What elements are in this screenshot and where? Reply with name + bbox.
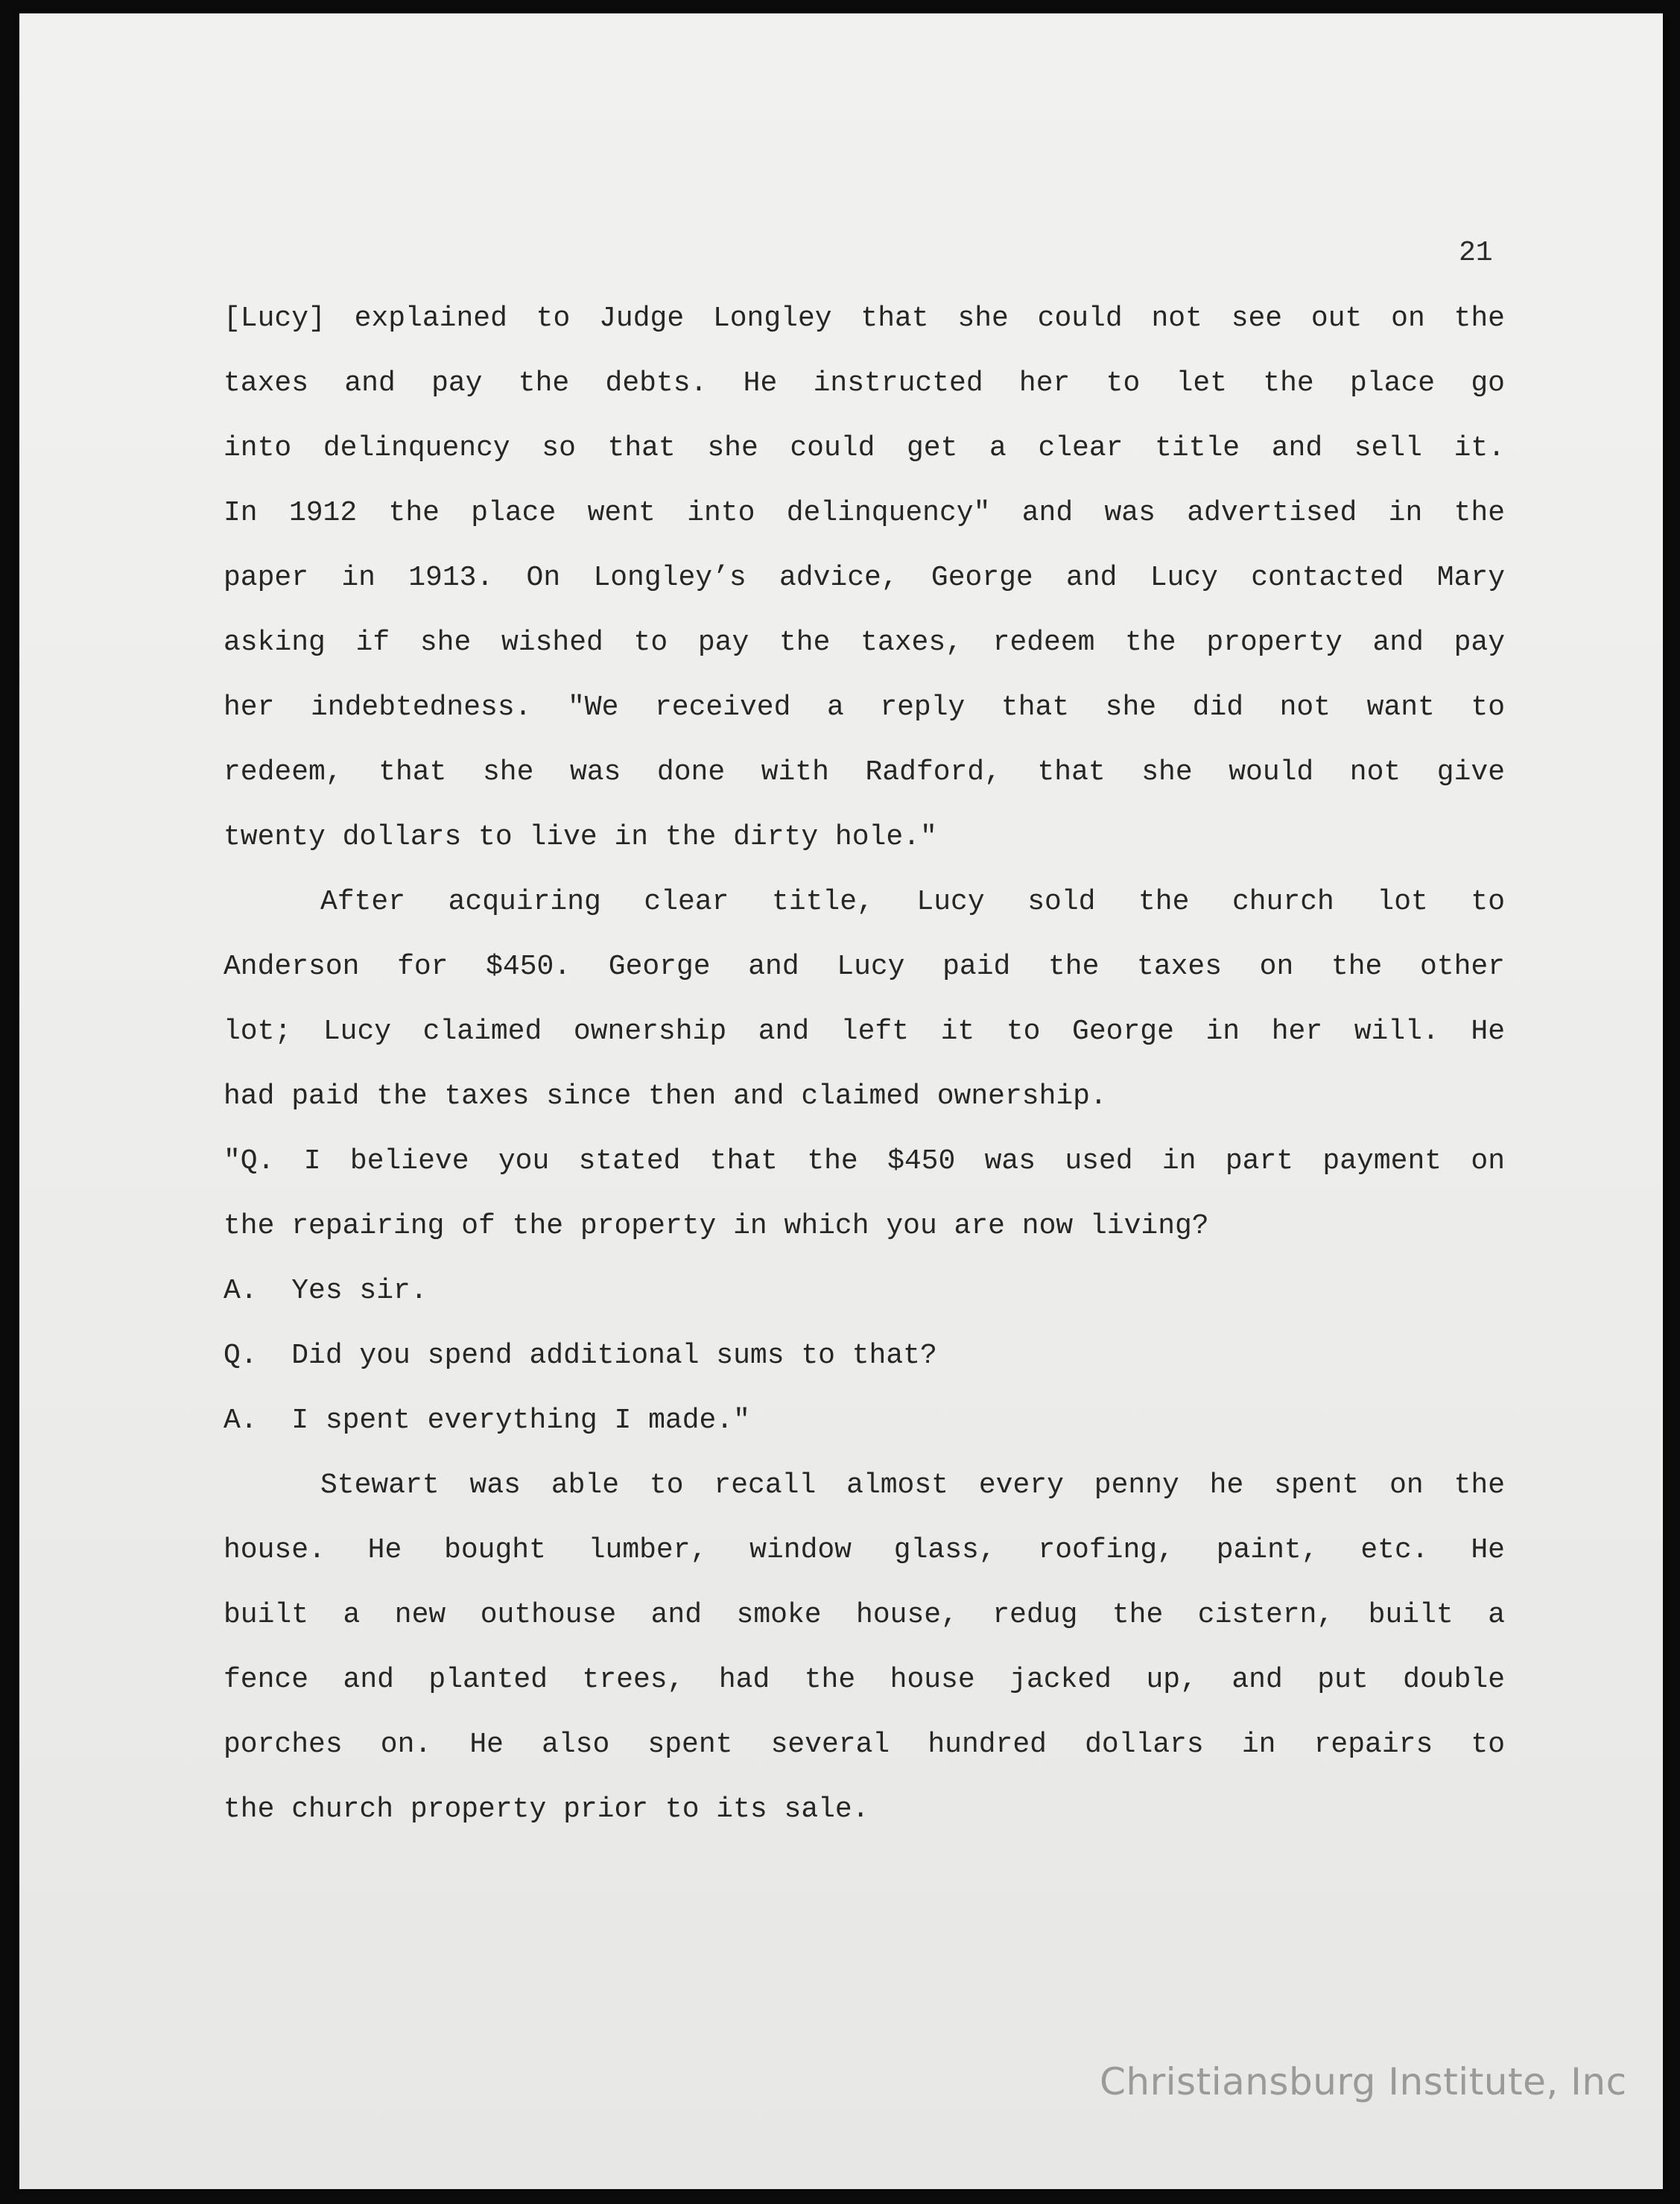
text-line: redeem, that she was done with Radford, that she would not give (224, 756, 1505, 788)
text-line: Anderson for $450. George and Lucy paid the taxes on the other (224, 951, 1505, 983)
text-line: "Q. I believe you stated that the $450 was used in part payment on (224, 1145, 1505, 1177)
text-line: In 1912 the place went into delinquency" and was advertised in the (224, 497, 1505, 529)
text-line: house. He bought lumber, window glass, roofing, paint, etc. He (224, 1534, 1505, 1566)
text-line: had paid the taxes since then and claimed ownership. (224, 1080, 1107, 1112)
text-line: paper in 1913. On Longley’s advice, George and Lucy contacted Mary (224, 562, 1505, 594)
text-line: asking if she wished to pay the taxes, redeem the property and pay (224, 627, 1505, 659)
text-line: the repairing of the property in which you are now living? (224, 1210, 1209, 1242)
text-line: lot; Lucy claimed ownership and left it to George in her will. He (224, 1016, 1505, 1048)
document-page (19, 13, 1663, 2189)
page-number: 21 (1459, 237, 1493, 269)
text-line: into delinquency so that she could get a clear title and sell it. (224, 432, 1505, 464)
text-line: her indebtedness. "We received a reply that she did not want to (224, 691, 1505, 723)
watermark: Christiansburg Institute, Inc (1100, 2060, 1627, 2103)
text-line: taxes and pay the debts. He instructed her to let the place go (224, 367, 1505, 399)
text-line: Stewart was able to recall almost every penny he spent on the (320, 1469, 1505, 1501)
text-line: Q. Did you spend additional sums to that? (224, 1340, 937, 1372)
text-line: porches on. He also spent several hundred dollars in repairs to (224, 1729, 1505, 1761)
text-line: built a new outhouse and smoke house, redug the cistern, built a (224, 1599, 1505, 1631)
text-line: A. Yes sir. (224, 1275, 428, 1307)
text-line: [Lucy] explained to Judge Longley that she could not see out on the (224, 303, 1505, 335)
text-line: twenty dollars to live in the dirty hole." (224, 821, 937, 853)
text-line: After acquiring clear title, Lucy sold the church lot to (320, 886, 1505, 918)
body-text (224, 300, 1505, 1856)
text-line: fence and planted trees, had the house jacked up, and put double (224, 1664, 1505, 1696)
text-line: the church property prior to its sale. (224, 1793, 869, 1825)
text-line: A. I spent everything I made." (224, 1405, 750, 1437)
